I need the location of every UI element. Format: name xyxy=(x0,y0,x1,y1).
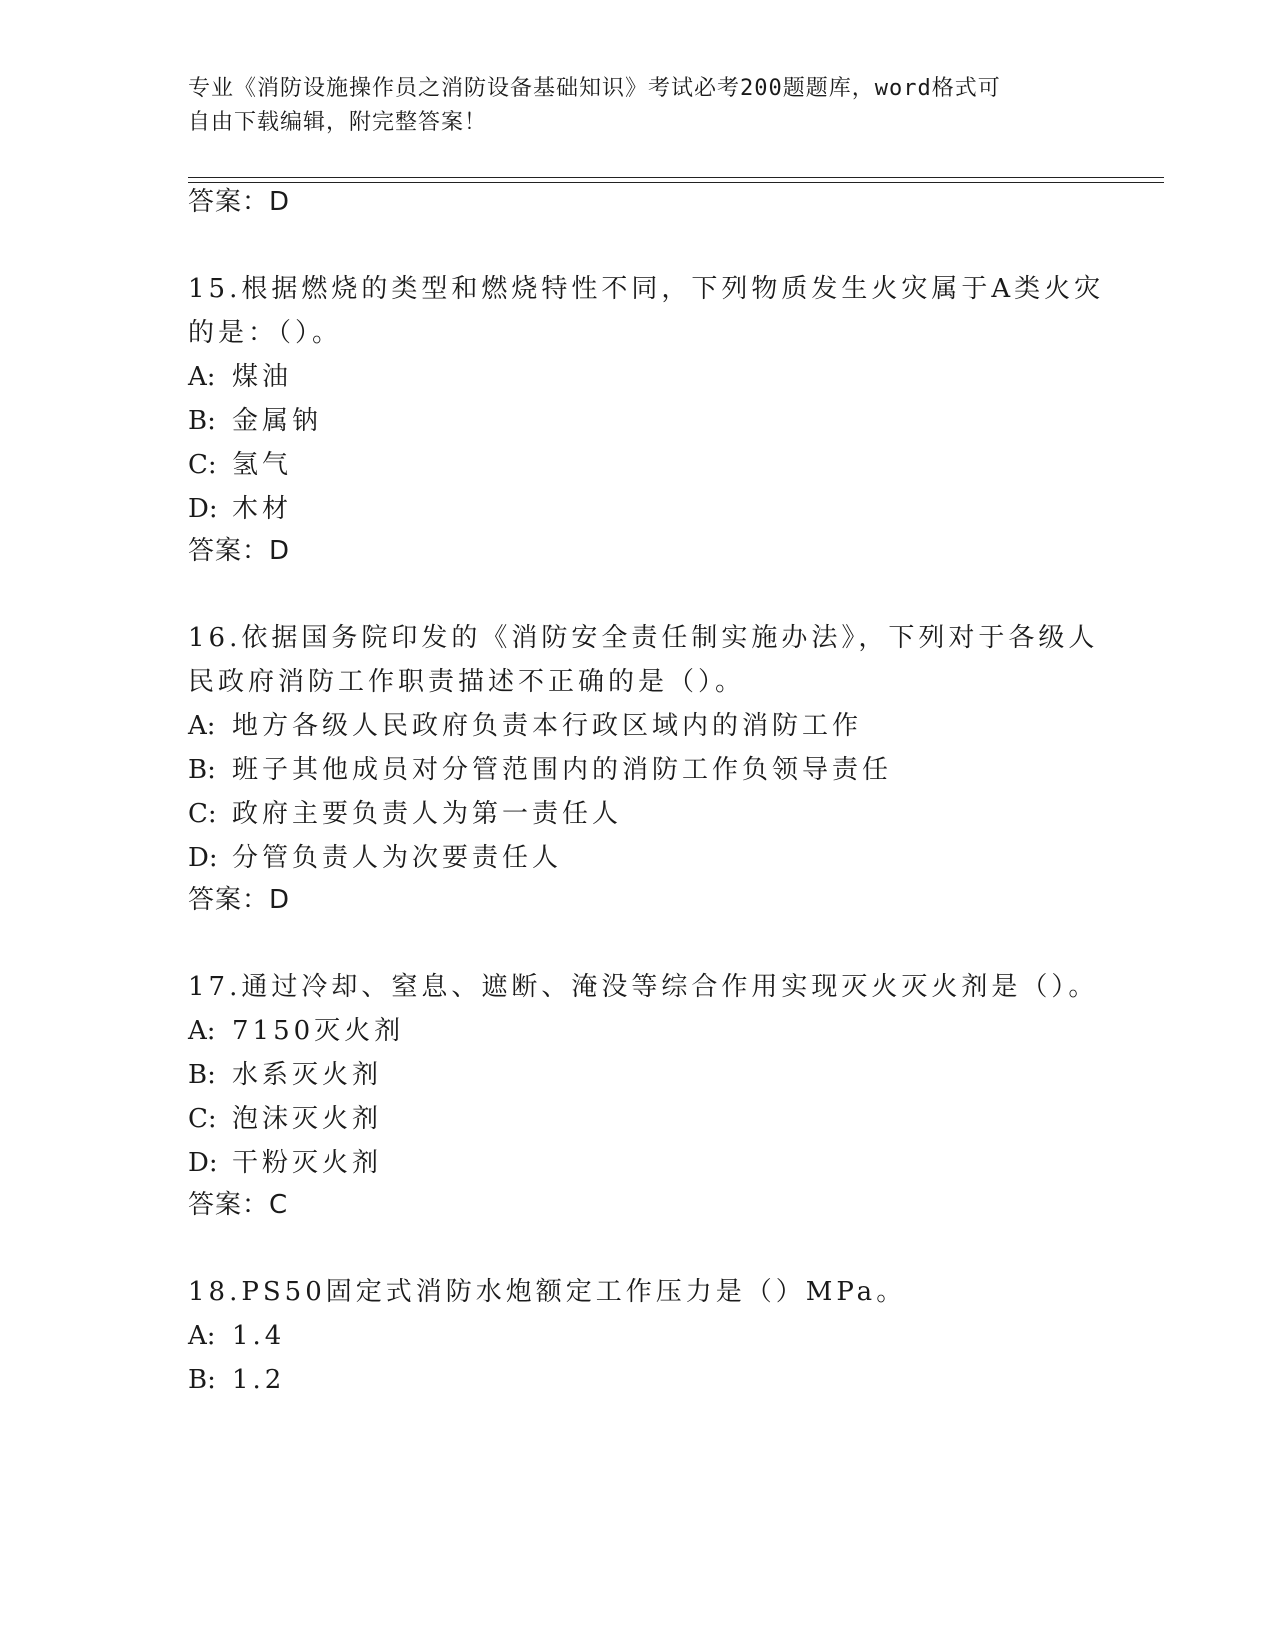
header-divider xyxy=(188,177,1164,183)
answer-line xyxy=(188,185,290,219)
option-text: 水系灭火剂 xyxy=(232,1060,383,1090)
option-key: A: xyxy=(188,1016,216,1046)
question-18-option-b xyxy=(188,1363,285,1397)
option-key: B: xyxy=(188,1365,216,1395)
answer-label: 答案： xyxy=(188,536,270,566)
question-16-option-b xyxy=(188,753,892,787)
question-15-line-2: 的是：（）。 xyxy=(188,318,343,348)
question-16-option-d xyxy=(188,841,562,875)
question-16-option-a xyxy=(188,709,862,743)
answer-label: 答案： xyxy=(188,1190,270,1220)
option-text: 7150灭火剂 xyxy=(232,1016,405,1046)
answer-label: 答案： xyxy=(188,885,270,915)
question-16-option-c xyxy=(188,797,622,831)
question-17-option-a xyxy=(188,1014,404,1048)
option-text: 政府主要负责人为第一责任人 xyxy=(232,799,623,829)
option-key: D: xyxy=(188,1148,218,1178)
option-text: 1.2 xyxy=(232,1365,286,1395)
question-17-option-b xyxy=(188,1058,382,1092)
question-15-answer xyxy=(188,534,290,568)
document-header xyxy=(188,72,1088,140)
question-15-option-c xyxy=(188,448,292,482)
header-line-2: 自由下载编辑，附完整答案！ xyxy=(188,110,488,135)
question-17-option-d xyxy=(188,1146,382,1180)
option-key: C: xyxy=(188,450,217,480)
option-text: 地方各级人民政府负责本行政区域内的消防工作 xyxy=(232,711,863,741)
answer-label: 答案： xyxy=(188,187,270,217)
option-text: 煤油 xyxy=(232,362,293,392)
question-16-line-2: 民政府消防工作职责描述不正确的是（）。 xyxy=(188,667,746,697)
option-text: 1.4 xyxy=(232,1321,286,1351)
header-line-1: 专业《消防设施操作员之消防设备基础知识》考试必考200题题库，word格式可 xyxy=(188,76,1001,101)
option-key: A: xyxy=(188,362,216,392)
option-key: D: xyxy=(188,494,218,524)
option-text: 班子其他成员对分管范围内的消防工作负领导责任 xyxy=(232,755,893,785)
question-15-line-1: 15.根据燃烧的类型和燃烧特性不同，下列物质发生火灾属于A类火灾 xyxy=(188,274,1105,304)
question-15-option-a xyxy=(188,360,292,394)
question-18-line-1: 18.PS50固定式消防水炮额定工作压力是（）MPa。 xyxy=(188,1277,907,1307)
answer-value: C xyxy=(269,1190,289,1220)
option-key: B: xyxy=(188,1060,216,1090)
answer-value: D xyxy=(269,187,291,217)
question-16-line-1: 16.依据国务院印发的《消防安全责任制实施办法》，下列对于各级人 xyxy=(188,623,1099,653)
option-text: 干粉灭火剂 xyxy=(232,1148,383,1178)
option-key: A: xyxy=(188,1321,216,1351)
option-text: 金属钠 xyxy=(232,406,323,436)
answer-value: D xyxy=(269,885,291,915)
option-key: A: xyxy=(188,711,216,741)
option-key: B: xyxy=(188,406,216,436)
option-key: B: xyxy=(188,755,216,785)
question-16-answer xyxy=(188,883,290,917)
option-text: 氢气 xyxy=(232,450,293,480)
question-15-option-d xyxy=(188,492,292,526)
question-15-option-b xyxy=(188,404,322,438)
option-text: 泡沫灭火剂 xyxy=(232,1104,383,1134)
option-text: 分管负责人为次要责任人 xyxy=(232,843,563,873)
question-17-answer xyxy=(188,1188,288,1222)
answer-value: D xyxy=(269,536,291,566)
option-text: 木材 xyxy=(232,494,293,524)
option-key: C: xyxy=(188,1104,217,1134)
option-key: D: xyxy=(188,843,218,873)
question-18-option-a xyxy=(188,1319,285,1353)
question-17-option-c xyxy=(188,1102,382,1136)
option-key: C: xyxy=(188,799,217,829)
question-17-line-1: 17.通过冷却、窒息、遮断、淹没等综合作用实现灭火灭火剂是（）。 xyxy=(188,972,1099,1002)
